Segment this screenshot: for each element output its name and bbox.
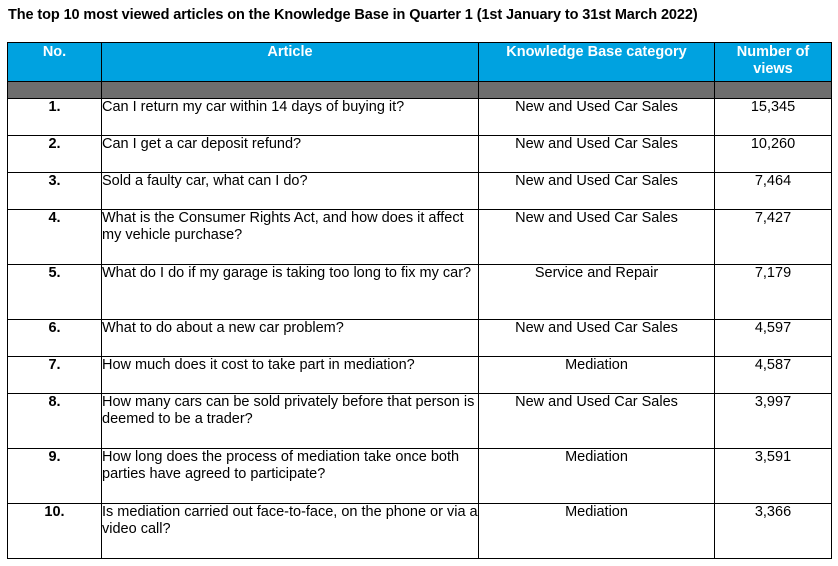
table-row (8, 173, 832, 210)
view-count: 7,464 (715, 173, 832, 210)
article-title: What do I do if my garage is taking too long to fix my car? (102, 265, 479, 320)
article-category: New and Used Car Sales (479, 99, 715, 136)
divider-cell (715, 82, 832, 99)
table-row (8, 357, 832, 394)
article-category: New and Used Car Sales (479, 394, 715, 449)
row-number: 1. (8, 99, 102, 136)
view-count: 3,366 (715, 504, 832, 559)
view-count: 15,345 (715, 99, 832, 136)
view-count: 4,587 (715, 357, 832, 394)
view-count: 3,591 (715, 449, 832, 504)
article-category: Mediation (479, 504, 715, 559)
view-count: 7,179 (715, 265, 832, 320)
divider-cell (479, 82, 715, 99)
row-number: 7. (8, 357, 102, 394)
article-title: Can I return my car within 14 days of buying it? (102, 99, 479, 136)
table-row (8, 99, 832, 136)
header-views: Number of views (715, 43, 832, 82)
article-title: How many cars can be sold privately before that person is deemed to be a trader? (102, 394, 479, 449)
table-row (8, 320, 832, 357)
table-row (8, 210, 832, 265)
article-title: What to do about a new car problem? (102, 320, 479, 357)
row-number: 2. (8, 136, 102, 173)
view-count: 7,427 (715, 210, 832, 265)
article-title: Sold a faulty car, what can I do? (102, 173, 479, 210)
article-category: New and Used Car Sales (479, 173, 715, 210)
table-row (8, 265, 832, 320)
article-title: Is mediation carried out face-to-face, on the phone or via a video call? (102, 504, 479, 559)
header-divider-row (8, 82, 832, 99)
table-header-row (8, 43, 832, 82)
article-category: Mediation (479, 357, 715, 394)
article-title: How much does it cost to take part in mediation? (102, 357, 479, 394)
article-category: New and Used Car Sales (479, 320, 715, 357)
header-article: Article (102, 43, 479, 82)
article-category: Service and Repair (479, 265, 715, 320)
view-count: 3,997 (715, 394, 832, 449)
row-number: 10. (8, 504, 102, 559)
article-title: How long does the process of mediation take once both parties have agreed to participate? (102, 449, 479, 504)
row-number: 6. (8, 320, 102, 357)
header-category: Knowledge Base category (479, 43, 715, 82)
article-title: What is the Consumer Rights Act, and how does it affect my vehicle purchase? (102, 210, 479, 265)
row-number: 8. (8, 394, 102, 449)
article-category: New and Used Car Sales (479, 136, 715, 173)
view-count: 10,260 (715, 136, 832, 173)
table-row (8, 394, 832, 449)
articles-table (7, 42, 832, 559)
row-number: 5. (8, 265, 102, 320)
article-category: New and Used Car Sales (479, 210, 715, 265)
row-number: 4. (8, 210, 102, 265)
divider-cell (102, 82, 479, 99)
article-category: Mediation (479, 449, 715, 504)
table-row (8, 136, 832, 173)
table-row (8, 504, 832, 559)
view-count: 4,597 (715, 320, 832, 357)
table-row (8, 449, 832, 504)
row-number: 3. (8, 173, 102, 210)
row-number: 9. (8, 449, 102, 504)
divider-cell (8, 82, 102, 99)
page-title: The top 10 most viewed articles on the Knowledge Base in Quarter 1 (1st January to 31st March 2022) (8, 7, 698, 23)
header-no: No. (8, 43, 102, 82)
article-title: Can I get a car deposit refund? (102, 136, 479, 173)
